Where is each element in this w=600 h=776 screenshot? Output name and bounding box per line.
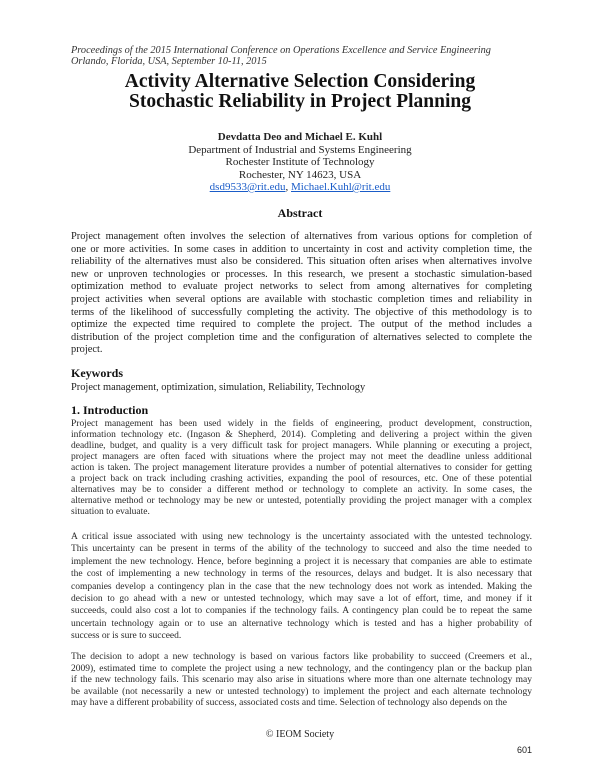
text-line: Project management often involves the selection of alternatives from various options for completion of (71, 231, 532, 242)
author-emails (0, 181, 600, 194)
paper-title-line1: Activity Alternative Selection Considering (124, 71, 476, 92)
text-line: project. (71, 344, 103, 356)
text-line: deadline, budget, and quality is a very difficult task for project managers. While planning or executing a project, (71, 440, 532, 451)
text-line: situation to evaluate. (71, 507, 150, 518)
keywords-heading: Keywords (71, 366, 123, 380)
text-line: alternatives may be to consider a different method or technology to complete an activity. In some cases, the (71, 485, 532, 496)
author-institute: Rochester Institute of Technology (225, 156, 375, 168)
text-line: information technology etc. (Ingason & Shepherd, 2014). Completing and delivering a project within the given (71, 429, 532, 440)
text-line: may have a different probability of success, associated costs and time. Selection of technology also depends on the (71, 698, 507, 708)
intro-paragraph-3 (71, 652, 532, 710)
intro-paragraph-2 (71, 531, 532, 643)
text-line: succeeds, could also cost a lot to companies if the technology fails. A contingency plan could be to repeat the same (71, 606, 532, 617)
text-line: alternative method or technology may be new or untested, potentially providing the project manager with a complex (71, 496, 532, 507)
text-line: one or more activities. In some cases in addition to uncertainty in cost and activity completion time, the (71, 243, 532, 255)
paper-title-line2: Stochastic Reliability in Project Planning (129, 91, 471, 112)
introduction-heading: 1. Introduction (71, 403, 149, 417)
intro-paragraph-1 (71, 419, 532, 519)
text-line: optimize the expected time required to complete the project. The output of the method includes a (71, 319, 532, 331)
abstract-text (71, 231, 532, 357)
email-separator: , (285, 181, 291, 193)
text-line: action is taken. The project management literature provides a number of potential alternatives to consider for getting (71, 462, 532, 473)
text-line: The decision to adopt a new technology is based on various factors like probability to succeed (Creemers et al., (71, 652, 532, 662)
text-line: the cost of implementing a new technology in terms of the resources, delays and budget. It is also necessary that (71, 569, 532, 580)
email-link-deo[interactable]: dsd9533@rit.edu (209, 181, 286, 193)
text-line: 2009), estimated time to complete the project using a new technology, and the contingency plan or the backup plan (71, 663, 532, 674)
copyright-footer: © IEOM Society (265, 729, 335, 740)
text-line: optimization method to evaluate project networks to select from among alternatives for completing (71, 281, 532, 293)
text-line: if the new technology fails. This scenario may also arise in situations where more than one alternate technology may (71, 675, 532, 685)
text-line: uncertain technology again or to use an alternative technology which is tested and has a higher probability of (71, 618, 532, 629)
proceedings-header-line1: Proceedings of the 2015 International Conference on Operations Excellence and Service Engineering (71, 45, 491, 56)
author-address: Rochester, NY 14623, USA (238, 168, 362, 181)
text-line: project managers are often faced with situations where the project may not meet the deadline unless additional (71, 451, 532, 462)
text-line: be available (not necessarily a new or untested technology) to implement the project and each alternate technology (71, 686, 532, 697)
text-line: a project back on track including crashing activities, expanding the pool of resources, etc. One of these potential (71, 473, 532, 484)
text-line: terms of the likelihood of successfully completing the activity. The objective of this methodology is to (71, 306, 532, 318)
text-line: companies develop a contingency plan in the case that the new technology does not work as intended. Making the (71, 581, 532, 592)
page-number: 601 (516, 745, 532, 755)
text-line: A critical issue associated with using new technology is the uncertainty associated with the untested technology. (71, 532, 532, 542)
text-line: reliability of the alternatives must also be considered. This situation often arises when alternatives involve (71, 256, 532, 268)
text-line: distribution of the project completion time and the configuration of alternatives selected to complete the (71, 331, 532, 343)
text-line: decision to go ahead with a new or untested technology, which may save a lot of effort, time, and money if it (71, 593, 532, 604)
text-line: success or is sure to succeed. (71, 631, 182, 642)
email-link-kuhl[interactable]: Michael.Kuhl@rit.edu (291, 181, 391, 193)
text-line: Project management has been used widely in the fields of engineering, product development, construction, (71, 418, 532, 429)
text-line: implement the new technology. Hence, before beginning a project it is necessary that companies are able to estimate (71, 556, 532, 567)
author-names: Devdatta Deo and Michael E. Kuhl (217, 131, 383, 143)
text-line: This uncertainty can be present in terms of the ability of the technology to succeed and also the time needed to (71, 544, 532, 555)
proceedings-header-line2: Orlando, Florida, USA, September 10-11, 2015 (71, 56, 267, 67)
author-department: Department of Industrial and Systems Engineering (188, 143, 412, 156)
keywords-text: Project management, optimization, simulation, Reliability, Technology (71, 382, 366, 393)
abstract-heading: Abstract (277, 206, 323, 220)
text-line: project activities when several options are available with stochastic completion times and reliability in (71, 293, 532, 305)
text-line: new or unproven technologies or processes. In this research, we present a stochastic simulation-based (71, 268, 532, 280)
